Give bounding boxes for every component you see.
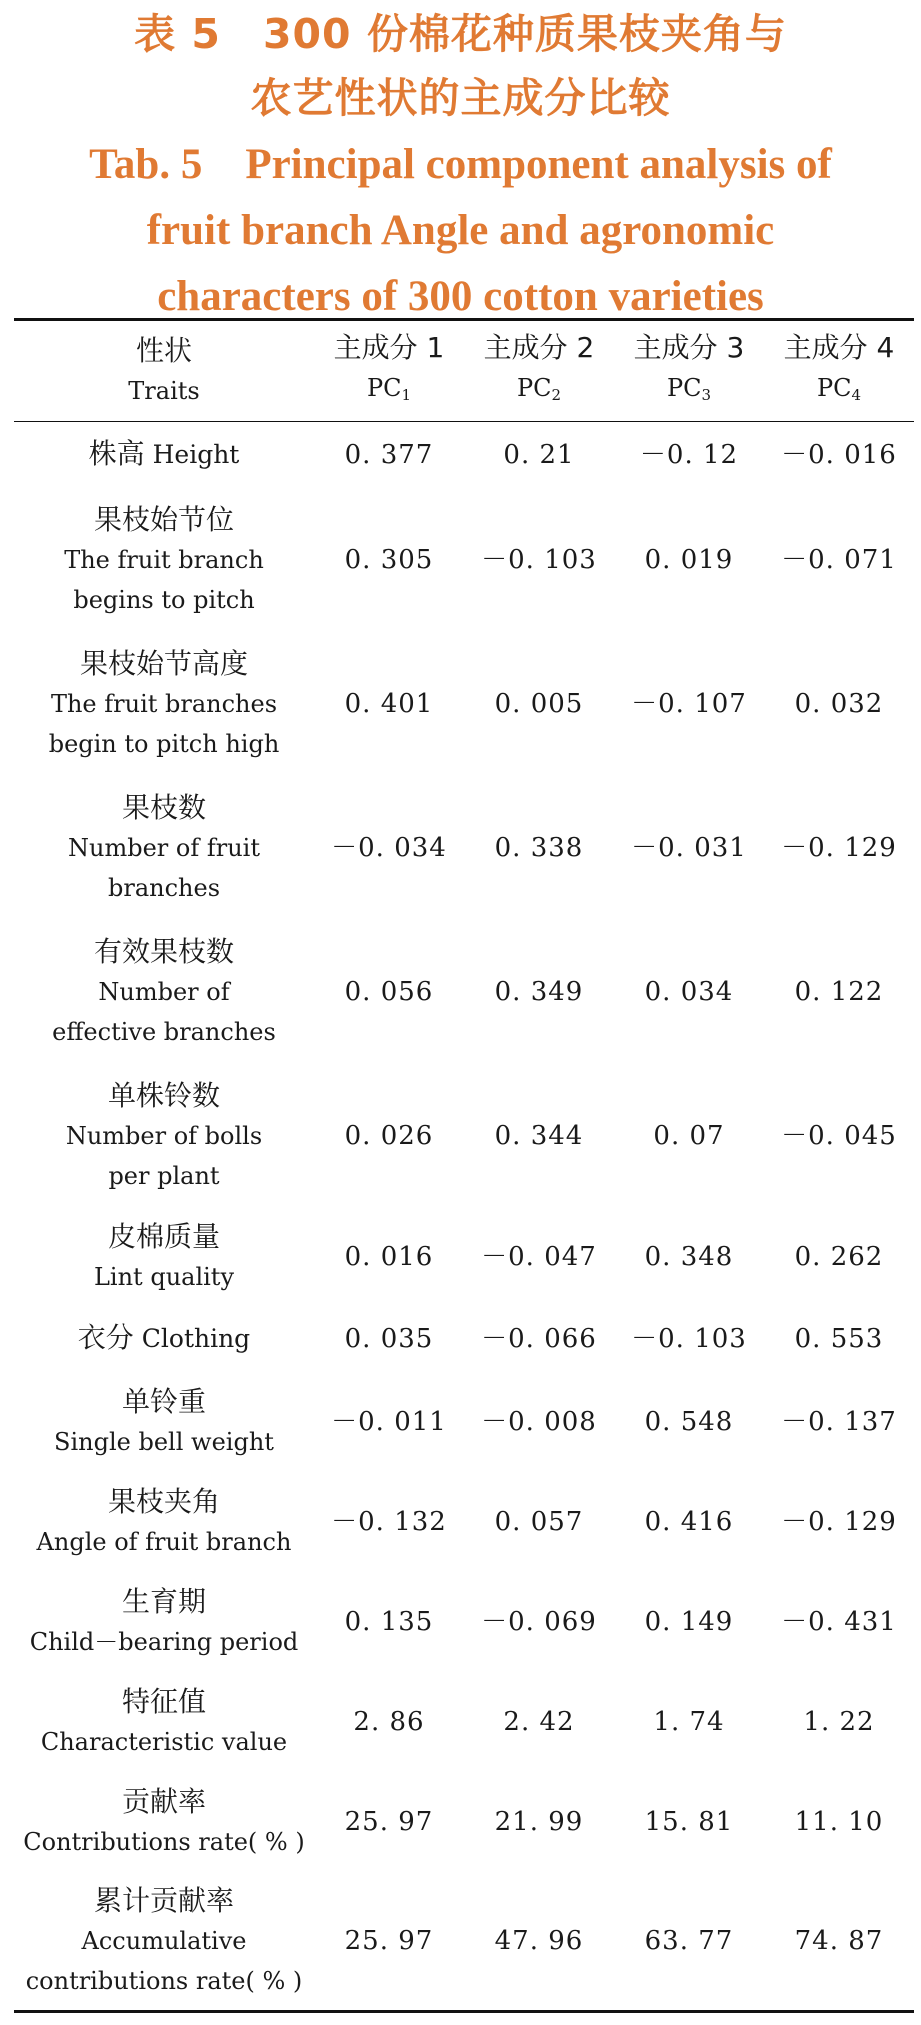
table-row: [14, 1772, 914, 1872]
caption-en-line-1: Tab. 5 Principal component analysis of: [89, 141, 832, 188]
pc1-value: －0. 011: [331, 1406, 447, 1437]
table-row: [14, 1306, 914, 1372]
pc3-value: 0. 548: [644, 1406, 734, 1437]
pc2-value: －0. 008: [481, 1406, 597, 1437]
table-row: [14, 1572, 914, 1672]
header-pc4-en: $PC_4$: [816, 373, 862, 404]
pc4-value: 0. 553: [794, 1323, 884, 1354]
trait-cell: 贡献率 Contributions rate( % ): [23, 1784, 305, 1856]
header-pc1-zh: 主成分 1: [333, 330, 445, 364]
caption-zh-line-2: 农艺性状的主成分比较: [250, 74, 671, 122]
pc1-value: 25. 97: [344, 1806, 434, 1837]
trait-cell: 果枝数 Number of fruit branches: [68, 790, 260, 902]
pc4-value: －0. 431: [781, 1606, 897, 1637]
pc1-value: －0. 132: [331, 1506, 447, 1537]
pc4-value: 74. 87: [794, 1925, 884, 1956]
pc3-value: 0. 348: [644, 1241, 734, 1272]
pc3-value: －0. 107: [631, 688, 747, 719]
pca-table: [14, 318, 914, 2013]
pc2-value: 0. 005: [494, 688, 584, 719]
table-row: [14, 632, 914, 776]
pc2-value: 0. 21: [503, 439, 575, 470]
header-pc2-zh: 主成分 2: [483, 330, 595, 364]
caption-en-line-2: fruit branch Angle and agronomic: [146, 207, 775, 254]
trait-cell: 果枝夹角 Angle of fruit branch: [36, 1484, 292, 1556]
table-row: [14, 1208, 914, 1306]
table-row: [14, 1872, 914, 2012]
header-traits-zh: 性状: [135, 334, 192, 367]
pc3-value: 0. 019: [644, 544, 734, 575]
pc1-value: 0. 056: [344, 976, 434, 1007]
header-pc2: [464, 320, 614, 422]
pc4-value: －0. 137: [781, 1406, 897, 1437]
pc2-value: －0. 103: [481, 544, 597, 575]
trait-cell: 皮棉质量 Lint quality: [93, 1219, 235, 1291]
table-row: [14, 422, 914, 488]
pc2-value: 2. 42: [503, 1706, 575, 1737]
trait-cell: 生育期 Child－bearing period: [29, 1584, 299, 1656]
pc4-value: －0. 129: [781, 1506, 897, 1537]
pc1-value: 0. 401: [344, 688, 434, 719]
pc4-value: －0. 129: [781, 832, 897, 863]
pc3-value: 1. 74: [653, 1706, 725, 1737]
trait-cell: 单铃重 Single bell weight: [54, 1384, 274, 1456]
pc2-value: －0. 066: [481, 1323, 597, 1354]
pc1-value: 0. 016: [344, 1241, 434, 1272]
pc4-value: 1. 22: [803, 1706, 875, 1737]
header-pc4: [764, 320, 914, 422]
pc1-value: 0. 026: [344, 1120, 434, 1151]
trait-cell: 衣分 Clothing: [77, 1321, 251, 1354]
pc1-value: 0. 377: [344, 439, 434, 470]
pc3-value: 0. 034: [644, 976, 734, 1007]
caption-zh-line-1: 表 5 300 份棉花种质果枝夹角与: [134, 10, 787, 58]
table-row: [14, 1472, 914, 1572]
table-row: [14, 776, 914, 920]
pc2-value: 0. 338: [494, 832, 584, 863]
header-pc4-zh: 主成分 4: [783, 330, 895, 364]
pc3-value: 0. 07: [653, 1120, 725, 1151]
pc1-value: 0. 135: [344, 1606, 434, 1637]
header-traits-en: Traits: [128, 377, 200, 405]
pc2-value: 47. 96: [494, 1925, 584, 1956]
trait-cell: 单株铃数 Number of bolls per plant: [65, 1078, 263, 1190]
trait-cell: 果枝始节位 The fruit branch begins to pitch: [64, 502, 264, 614]
table-row: [14, 1372, 914, 1472]
pc3-value: 15. 81: [644, 1806, 734, 1837]
header-pc3-en: $PC_3$: [666, 373, 712, 404]
caption-en-line-3: characters of 300 cotton varieties: [157, 273, 764, 320]
pc4-value: －0. 016: [781, 439, 897, 470]
pc1-value: 2. 86: [353, 1706, 425, 1737]
pc2-value: 0. 344: [494, 1120, 584, 1151]
pc3-value: －0. 103: [631, 1323, 747, 1354]
table-row: [14, 920, 914, 1064]
header-pc2-en: $PC_2$: [516, 373, 562, 404]
trait-cell: 累计贡献率 Accumulative contributions rate( % ): [25, 1883, 303, 1995]
pc1-value: －0. 034: [331, 832, 447, 863]
pc3-value: －0. 12: [639, 439, 739, 470]
pc2-value: －0. 047: [481, 1241, 597, 1272]
trait-cell: 株高 Height: [88, 437, 240, 471]
table-row: [14, 1672, 914, 1772]
pc4-value: 0. 032: [794, 688, 884, 719]
pc4-value: 0. 122: [794, 976, 884, 1007]
pc3-value: 63. 77: [644, 1925, 734, 1956]
pc4-value: －0. 045: [781, 1120, 897, 1151]
header-row: [14, 320, 914, 422]
table-row: [14, 1064, 914, 1208]
header-pc3: [614, 320, 764, 422]
table-row: [14, 488, 914, 632]
pc2-value: －0. 069: [481, 1606, 597, 1637]
pc2-value: 21. 99: [494, 1806, 584, 1837]
trait-cell: 果枝始节高度 The fruit branches begin to pitch high: [48, 646, 280, 758]
pc3-value: 0. 149: [644, 1606, 734, 1637]
pc4-value: 11. 10: [794, 1806, 884, 1837]
table-caption: [0, 0, 921, 330]
pc2-value: 0. 057: [494, 1506, 584, 1537]
pc3-value: 0. 416: [644, 1506, 734, 1537]
header-traits: [14, 320, 314, 422]
pc2-value: 0. 349: [494, 976, 584, 1007]
pc1-value: 25. 97: [344, 1925, 434, 1956]
pc3-value: －0. 031: [631, 832, 747, 863]
pc4-value: －0. 071: [781, 544, 897, 575]
header-pc1: [314, 320, 464, 422]
pc1-value: 0. 035: [344, 1323, 434, 1354]
trait-cell: 特征值 Characteristic value: [40, 1684, 288, 1756]
pc4-value: 0. 262: [794, 1241, 884, 1272]
header-pc1-en: $PC_1$: [366, 373, 412, 404]
trait-cell: 有效果枝数 Number of effective branches: [52, 934, 276, 1046]
header-pc3-zh: 主成分 3: [633, 330, 745, 364]
pca-table-container: [14, 318, 914, 2013]
pc1-value: 0. 305: [344, 544, 434, 575]
